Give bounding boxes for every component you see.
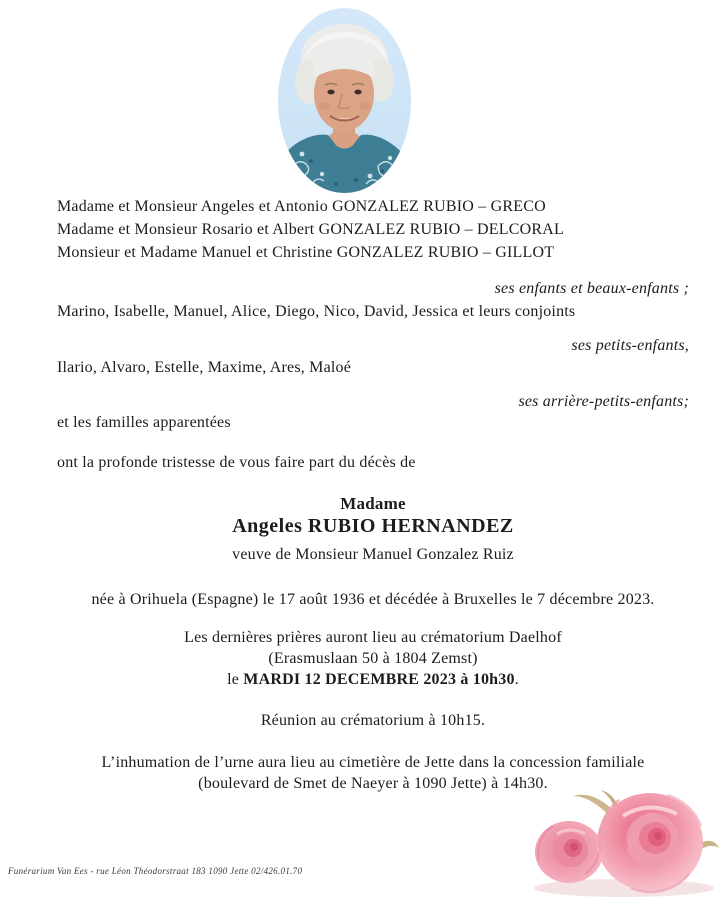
great-grandchildren-names: Ilario, Alvaro, Estelle, Maxime, Ares, Maloé xyxy=(57,359,352,376)
family-couple-line: Madame et Monsieur Angeles et Antonio GONZALEZ RUBIO – GRECO xyxy=(57,198,546,215)
ceremony-date-line xyxy=(57,669,689,691)
announcement-intro: ont la profonde tristesse de vous faire part du décès de xyxy=(57,454,416,471)
deceased-name: Angeles RUBIO HERNANDEZ xyxy=(232,515,514,537)
roses-illustration xyxy=(519,782,719,900)
grandchildren-names: Marino, Isabelle, Manuel, Alice, Diego, Nico, David, Jessica et leurs conjoints xyxy=(57,303,576,320)
funeral-home-footer: Funérarium Van Ees - rue Léon Théodorstraat 183 1090 Jette 02/426.01.70 xyxy=(8,866,303,876)
great-grandchildren-relation-label: ses arrière-petits-enfants; xyxy=(518,393,689,410)
family-couple-line: Madame et Monsieur Rosario et Albert GONZALEZ RUBIO – DELCORAL xyxy=(57,221,564,238)
date-prefix: le xyxy=(227,671,244,688)
children-relation-label: ses enfants et beaux-enfants ; xyxy=(494,280,689,297)
prayers-location-line: Les dernières prières auront lieu au crématorium Daelhof xyxy=(184,629,562,646)
burial-line: L’inhumation de l’urne aura lieu au cimetière de Jette dans la concession familiale xyxy=(101,754,645,771)
grandchildren-relation-label: ses petits-enfants, xyxy=(571,337,689,354)
date-suffix: . xyxy=(514,671,519,688)
deceased-title: Madame xyxy=(340,494,406,513)
prayers-address-line: (Erasmuslaan 50 à 1804 Zemst) xyxy=(268,650,478,667)
life-dates-line: née à Orihuela (Espagne) le 17 août 1936 et décédée à Bruxelles le 7 décembre 2023. xyxy=(91,591,655,608)
burial-address-line: (boulevard de Smet de Naeyer à 1090 Jette) à 14h30. xyxy=(198,775,548,792)
widow-of-line: veuve de Monsieur Manuel Gonzalez Ruiz xyxy=(232,546,514,563)
family-couple-line: Monsieur et Madame Manuel et Christine GONZALEZ RUBIO – GILLOT xyxy=(57,244,555,261)
portrait-illustration xyxy=(278,8,411,193)
related-families-line: et les familles apparentées xyxy=(57,414,231,431)
meeting-line: Réunion au crématorium à 10h15. xyxy=(260,712,486,729)
pink-roses-image xyxy=(519,782,719,900)
date-bold-text: MARDI 12 DECEMBRE 2023 à 10h30 xyxy=(243,671,515,688)
deceased-portrait-photo xyxy=(278,8,411,193)
